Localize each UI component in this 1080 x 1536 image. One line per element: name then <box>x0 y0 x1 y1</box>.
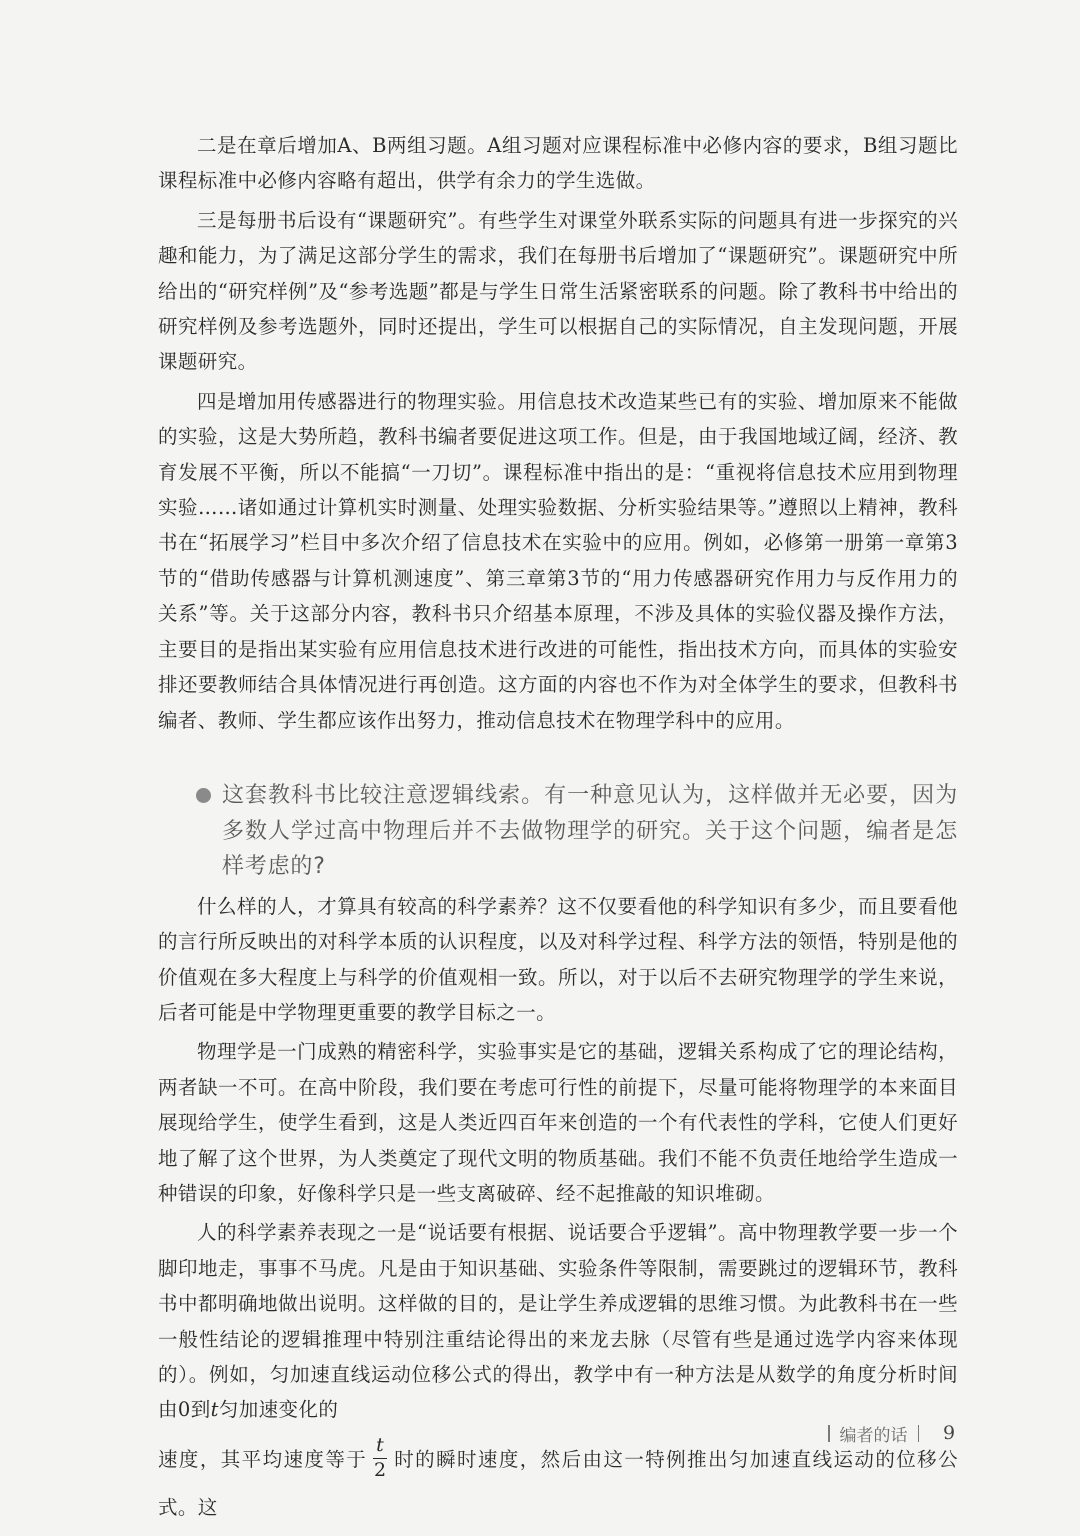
paragraph-sensor-experiments: 四是增加用传感器进行的物理实验。用信息技术改造某些已有的实验、增加原来不能做的实验，这是大势所趋，教科书编者要促进这项工作。但是，由于我国地域辽阔，经济、教育发展不平衡，所以不能搞“一刀切”。课程标准中指出的是：“重视将信息技术应用到物理实验……诸如通过计算机实时测量、处理实验数据、分析实验结果等。”遵照以上精神，教科书在“拓展学习”栏目中多次介绍了信息技术在实验中的应用。例如，必修第一册第一章第3节的“借助传感器与计算机测速度”、第三章第3节的“用力传感器研究作用力与反作用力的关系”等。关于这部分内容，教科书只介绍基本原理，不涉及具体的实验仪器及操作方法，主要目的是指出某实验有应用信息技术进行改进的可能性，指出技术方向，而具体的实验安排还要教师结合具体情况进行再创造。这方面的内容也不作为对全体学生的要求，但教科书编者、教师、学生都应该作出努力，推动信息技术在物理学科中的应用。 <box>158 389 958 732</box>
paragraph-logic-reasoning <box>158 1215 958 1427</box>
footer-divider-right <box>918 1425 920 1442</box>
page-content <box>158 128 958 1536</box>
page-footer <box>818 1418 955 1448</box>
formula-line-before: 速度，其平均速度等于 <box>158 1447 368 1471</box>
paragraph-topic-research: 三是每册书后设有“课题研究”。有些学生对课堂外联系实际的问题具有进一步探究的兴趣和能力，为了满足这部分学生的需求，我们在每册书后增加了“课题研究”。课题研究中所给出的“研究样例”及“参考选题”都是与学生日常生活紧密联系的问题。除了教科书中给出的研究样例及参考选题外，同时还提出，学生可以根据自己的实际情况，自主发现问题，开展课题研究。 <box>158 208 958 374</box>
formula-line-after: 时的瞬时速度，然后由这一特例推出匀加速直线运动的位移公式。这 <box>158 1447 958 1519</box>
paragraph-logic-text: 人的科学素养表现之一是“说话要有根据、说话要合乎逻辑”。高中物理教学要一步一个脚印地走，事事不马虎。凡是由于知识基础、实验条件等限制，需要跳过的逻辑环节，教科书中都明确地做出说明。这样做的目的，是让学生养成逻辑的思维习惯。为此教科书在一些一般性结论的逻辑推理中特别注重结论得出的来龙去脉（尽管有些是通过选学内容来体现的）。例如，匀加速直线运动位移公式的得出，教学中有一种方法是从数学的角度分析时间由0到 <box>158 1221 958 1422</box>
fraction-denominator: 2 <box>373 1458 387 1481</box>
paragraph-logic-text-mid: 匀加速变化的 <box>218 1398 339 1422</box>
question-text: 这套教科书比较注意逻辑线索。有一种意见认为，这样做并无必要，因为多数人学过高中物理后并不去做物理学的研究。关于这个问题，编者是怎样考虑的? <box>222 782 958 880</box>
fraction-t-over-2 <box>373 1435 387 1482</box>
question-block <box>158 778 958 885</box>
page-number: 9 <box>943 1422 956 1444</box>
fraction-numerator: t <box>373 1435 387 1459</box>
bullet-icon <box>196 788 211 803</box>
variable-t: t <box>210 1398 219 1422</box>
footer-divider-left <box>828 1425 830 1442</box>
footer-section-title: 编者的话 <box>839 1425 908 1446</box>
paragraph-physics-precise-science: 物理学是一门成熟的精密科学，实验事实是它的基础，逻辑关系构成了它的理论结构，两者缺一不可。在高中阶段，我们要在考虑可行性的前提下，尽量可能将物理学的本来面目展现给学生，使学生看到，这是人类近四百年来创造的一个有代表性的学科，它使人们更好地了解了这个世界，为人类奠定了现代文明的物质基础。我们不能不负责任地给学生造成一种错误的印象，好像科学只是一些支离破碎、经不起推敲的知识堆砌。 <box>158 1040 958 1205</box>
paragraph-homework-groups: 二是在章后增加A、B两组习题。A组习题对应课程标准中必修内容的要求，B组习题比课程标准中必修内容略有超出，供学有余力的学生选做。 <box>158 134 958 193</box>
paragraph-science-literacy: 什么样的人，才算具有较高的科学素养？这不仅要看他的科学知识有多少，而且要看他的言行所反映出的对科学本质的认识程度，以及对科学过程、科学方法的领悟，特别是他的价值观在多大程度上与科学的价值观相一致。所以，对于以后不去研究物理学的学生来说，后者可能是中学物理更重要的教学目标之一。 <box>158 894 958 1024</box>
